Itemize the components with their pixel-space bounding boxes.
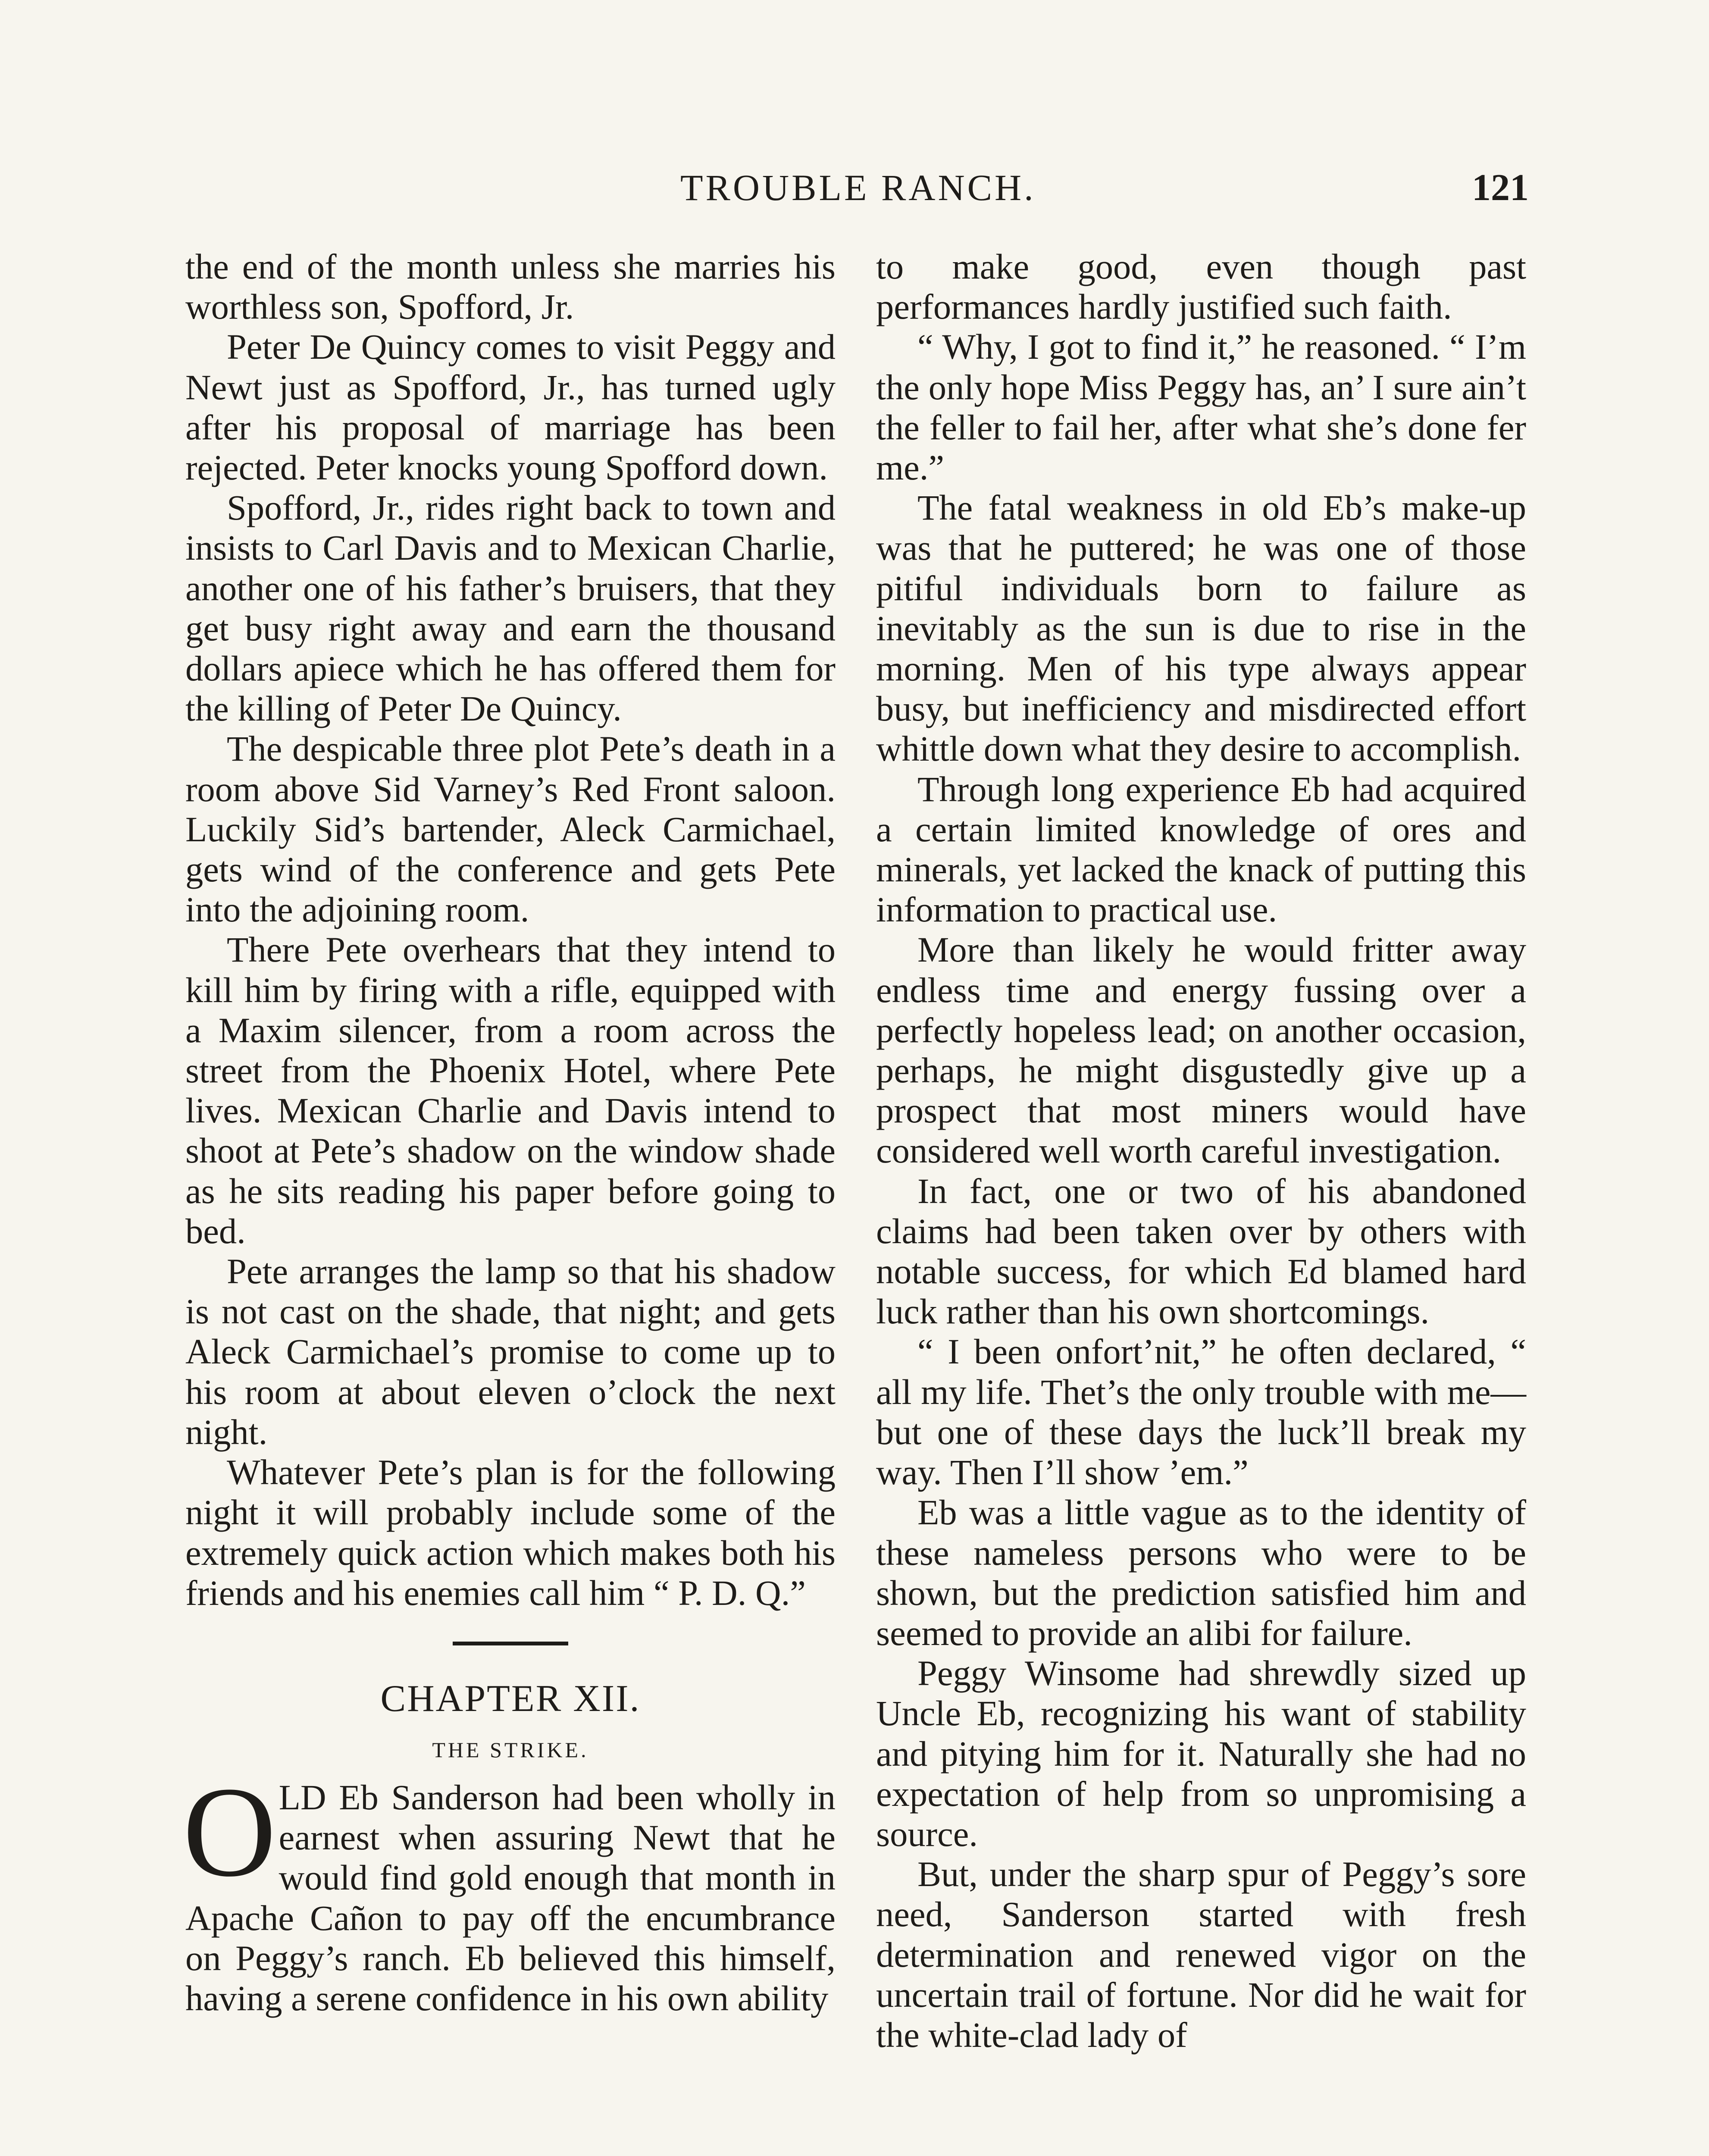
paragraph: More than likely he would fritter away endless time and energy fussing over a perfectly hopeless lead; on another occasion, perhaps, he might disgustedly give up a prospect that most miners would have considered well worth careful investigation. [876, 930, 1526, 1171]
paragraph: Through long experience Eb had acquired a certain limited knowledge of ores and minerals, yet lacked the knack of putting this information to practical use. [876, 769, 1526, 930]
section-divider [453, 1642, 568, 1645]
opening-text: LD Eb Sanderson had been wholly in earnest when assuring Newt that he would find gold enough that month in Apache Cañon to pay off the encumbrance on Peggy’s ranch. Eb believed this himself, having a serene confidence in his own ability [185, 1777, 836, 2018]
paragraph: “ I been onfort’nit,” he often declared, “ all my life. Thet’s the only trouble with me—but one of these days the luck’ll break my way. Then I’ll show ’em.” [876, 1332, 1526, 1492]
paragraph: “ Why, I got to find it,” he reasoned. “ I’m the only hope Miss Peggy has, an’ I sure ain’t the feller to fail her, after what she’s done fer me.” [876, 327, 1526, 488]
running-head-title: TROUBLE RANCH. [680, 167, 1036, 208]
paragraph: But, under the sharp spur of Peggy’s sore need, Sanderson started with fresh determination and renewed vigor on the uncertain trail of fortune. Nor did he wait for the white-clad lady of [876, 1854, 1526, 2055]
paragraph: Peter De Quincy comes to visit Peggy and Newt just as Spofford, Jr., has turned ugly after his proposal of marriage has been rejected. Peter knocks young Spofford down. [185, 327, 836, 488]
paragraph: the end of the month unless she marries his worthless son, Spofford, Jr. [185, 247, 836, 327]
chapter-heading: CHAPTER XII. [380, 1677, 641, 1720]
paragraph: The despicable three plot Pete’s death in a room above Sid Varney’s Red Front saloon. Luckily Sid’s bartender, Aleck Carmichael, gets wind of the conference and gets Pete into the adjoining room. [185, 729, 836, 930]
drop-cap: O [183, 1760, 276, 1903]
paragraph: There Pete overhears that they intend to kill him by firing with a rifle, equipped with a Maxim silencer, from a room across the street from the Phoenix Hotel, where Pete lives. Mexican Charlie and Davis intend to shoot at Pete’s shadow on the window shade as he sits reading his paper before going to bed. [185, 930, 836, 1251]
paragraph: to make good, even though past performances hardly justified such faith. [876, 247, 1526, 327]
paragraph: The fatal weakness in old Eb’s make-up was that he puttered; he was one of those pitiful individuals born to failure as inevitably as the sun is due to rise in the morning. Men of his type always appear busy, but inefficiency and misdirected effort whittle down what they desire to accomplish. [876, 488, 1526, 769]
paragraph: Whatever Pete’s plan is for the following night it will probably include some of the extremely quick action which makes both his friends and his enemies call him “ P. D. Q.” [185, 1452, 836, 1613]
page-number: 121 [1472, 167, 1529, 209]
paragraph: Peggy Winsome had shrewdly sized up Uncle Eb, recognizing his want of stability and pitying him for it. Naturally she had no expectation of help from so unpromising a source. [876, 1653, 1526, 1854]
paragraph: Pete arranges the lamp so that his shadow is not cast on the shade, that night; and gets Aleck Carmichael’s promise to come up to his room at about eleven o’clock the next night. [185, 1251, 836, 1452]
paragraph: Eb was a little vague as to the identity of these nameless persons who were to be shown, but the prediction satisfied him and seemed to provide an alibi for failure. [876, 1492, 1526, 1653]
chapter-subtitle: THE STRIKE. [432, 1737, 589, 1762]
right-column [876, 247, 1526, 2055]
paragraph: In fact, one or two of his abandoned claims had been taken over by others with notable success, for which Ed blamed hard luck rather than his own shortcomings. [876, 1171, 1526, 1332]
chapter-opening-paragraph [183, 1760, 836, 2018]
left-column [185, 247, 836, 2018]
paragraph: Spofford, Jr., rides right back to town and insists to Carl Davis and to Mexican Charlie, another one of his father’s bruisers, that they get busy right away and earn the thousand dollars apiece which he has offered them for the killing of Peter De Quincy. [185, 488, 836, 729]
